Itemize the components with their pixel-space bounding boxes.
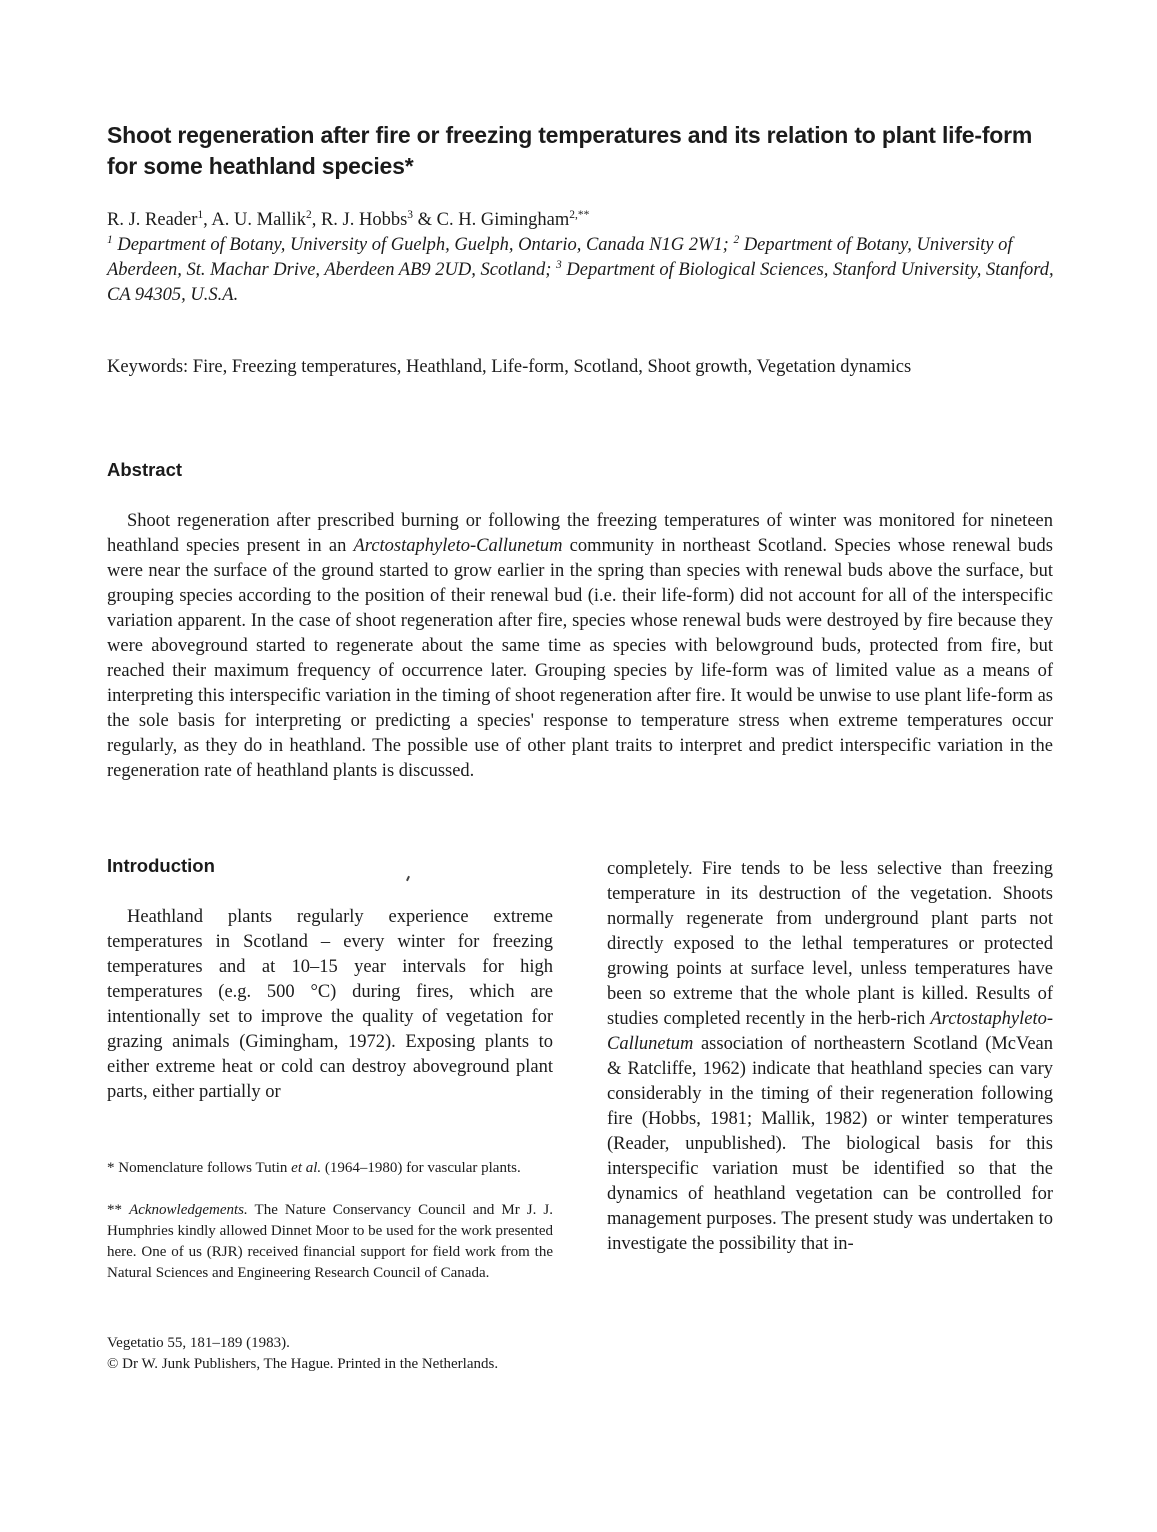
- species-community-name: Arctostaphyleto-Callunetum: [353, 536, 563, 556]
- abstract-text: [107, 509, 1053, 784]
- affiliation-marker: 1: [197, 208, 204, 221]
- species-community-name: Arctostaphyleto-Callunetum: [607, 1009, 1053, 1054]
- intro-text-part: completely. Fire tends to be less selective than freezing temperature in its destruction of the vegetation. Shoots normally regenerate from underground plant parts not directly exposed to the lethal temperatures or protected growing points at surface level, unless temperatures have been so extreme that the whole plant is killed. Results of studies completed recently in the herb-rich: [607, 859, 1053, 1029]
- introduction-column-left: Heathland plants regularly experience extreme temperatures in Scotland – every winter for freezing temperatures and at 10–15 year intervals for high temperatures (e.g. 500 °C) during fires, which are intentionally set to improve the quality of vegetation for grazing animals (Gimingham, 1972). Exposing plants to either extreme heat or cold can destroy aboveground plant parts, either partially or: [107, 907, 553, 1102]
- affiliation-marker: 3: [407, 208, 414, 221]
- abstract-text-part: Shoot regeneration after prescribed burning or following the freezing temperatures of winter was monitored for nineteen heathland species present in an: [107, 511, 1053, 556]
- abstract-text-part: community in northeast Scotland. Species whose renewal buds were near the surface of the ground started to grow earlier in the spring than species with renewal buds above the surface, but grouping species according to the position of their renewal bud (i.e. their life-form) did not account for all of the interspecific variation apparent. In the case of shoot regeneration after fire, species whose renewal buds were destroyed by fire because they were aboveground started to regenerate about the same time as species with belowground buds, protected from fire, but reached their maximum frequency of occurrence later. Grouping species by life-form was of limited value as a means of interpreting this interspecific variation in the timing of shoot regeneration after fire. It would be unwise to use plant life-form as the sole basis for interpreting or predicting a species' response to temperature stress when extreme temperatures occur regularly, as they do in heathland. The possible use of other plant traits to interpret and predict interspecific variation in the regeneration rate of heathland plants is discussed.: [107, 536, 1053, 781]
- affiliation-marker: 2,**: [569, 208, 590, 221]
- footnote-acknowledgements: [107, 1200, 553, 1284]
- author-list: [107, 208, 1057, 232]
- affiliation-marker: 3: [556, 258, 562, 271]
- footnote-text: (1964–1980) for vascular plants.: [321, 1160, 521, 1176]
- abstract-heading: Abstract: [107, 459, 183, 480]
- footnote-nomenclature: [107, 1158, 553, 1179]
- author-name: & C. H. Gimingham: [413, 210, 570, 230]
- copyright-notice: © Dr W. Junk Publishers, The Hague. Printed in the Netherlands.: [107, 1356, 499, 1372]
- affiliation-text: Department of Botany, University of Aberdeen, St. Machar Drive, Aberdeen AB9 2UD, Scotland;: [107, 235, 1013, 280]
- footnote-marker: **: [107, 1202, 130, 1218]
- affiliation-marker: 2: [305, 208, 312, 221]
- author-name: , A. U. Mallik: [203, 210, 306, 230]
- stray-mark: [406, 876, 410, 881]
- journal-citation: Vegetatio 55, 181–189 (1983).: [107, 1335, 290, 1351]
- footnote-text: * Nomenclature follows Tutin: [107, 1160, 292, 1176]
- affiliations: [107, 233, 1057, 308]
- footnote-text: The Nature Conservancy Council and Mr J. J. Humphries kindly allowed Dinnet Moor to be used for the work presented here. One of us (RJR) received financial support for field work from the Natural Sciences and Engineering Research Council of Canada.: [107, 1202, 554, 1281]
- intro-text-part: association of northeastern Scotland (McVean & Ratcliffe, 1962) indicate that heathland species can vary considerably in the timing of their regeneration following fire (Hobbs, 1981; Mallik, 1982) or winter temperatures (Reader, unpublished). The biological basis for this interspecific variation must be identified so that the dynamics of heathland vegetation can be controlled for management purposes. The present study was undertaken to investigate the possibility that in-: [607, 1034, 1053, 1254]
- affiliation-marker: 1: [107, 233, 113, 246]
- affiliation-marker: 2: [733, 233, 740, 246]
- introduction-column-right: [607, 857, 1053, 1257]
- affiliation-text: Department of Botany, University of Guelph, Guelph, Ontario, Canada N1G 2W1;: [112, 235, 734, 255]
- author-name: , R. J. Hobbs: [311, 210, 408, 230]
- affiliation-text: Department of Biological Sciences, Stanford University, Stanford, CA 94305, U.S.A.: [107, 260, 1054, 305]
- footnote-italic: et al.: [291, 1160, 322, 1176]
- paper-title: Shoot regeneration after fire or freezing temperatures and its relation to plant life-form for some heathland species*: [107, 122, 1033, 179]
- introduction-heading: Introduction: [107, 855, 215, 876]
- footnote-italic: Acknowledgements.: [129, 1202, 248, 1218]
- keywords: Keywords: Fire, Freezing temperatures, Heathland, Life-form, Scotland, Shoot growth, Vegetation dynamics: [107, 357, 912, 377]
- author-name: R. J. Reader: [107, 210, 198, 230]
